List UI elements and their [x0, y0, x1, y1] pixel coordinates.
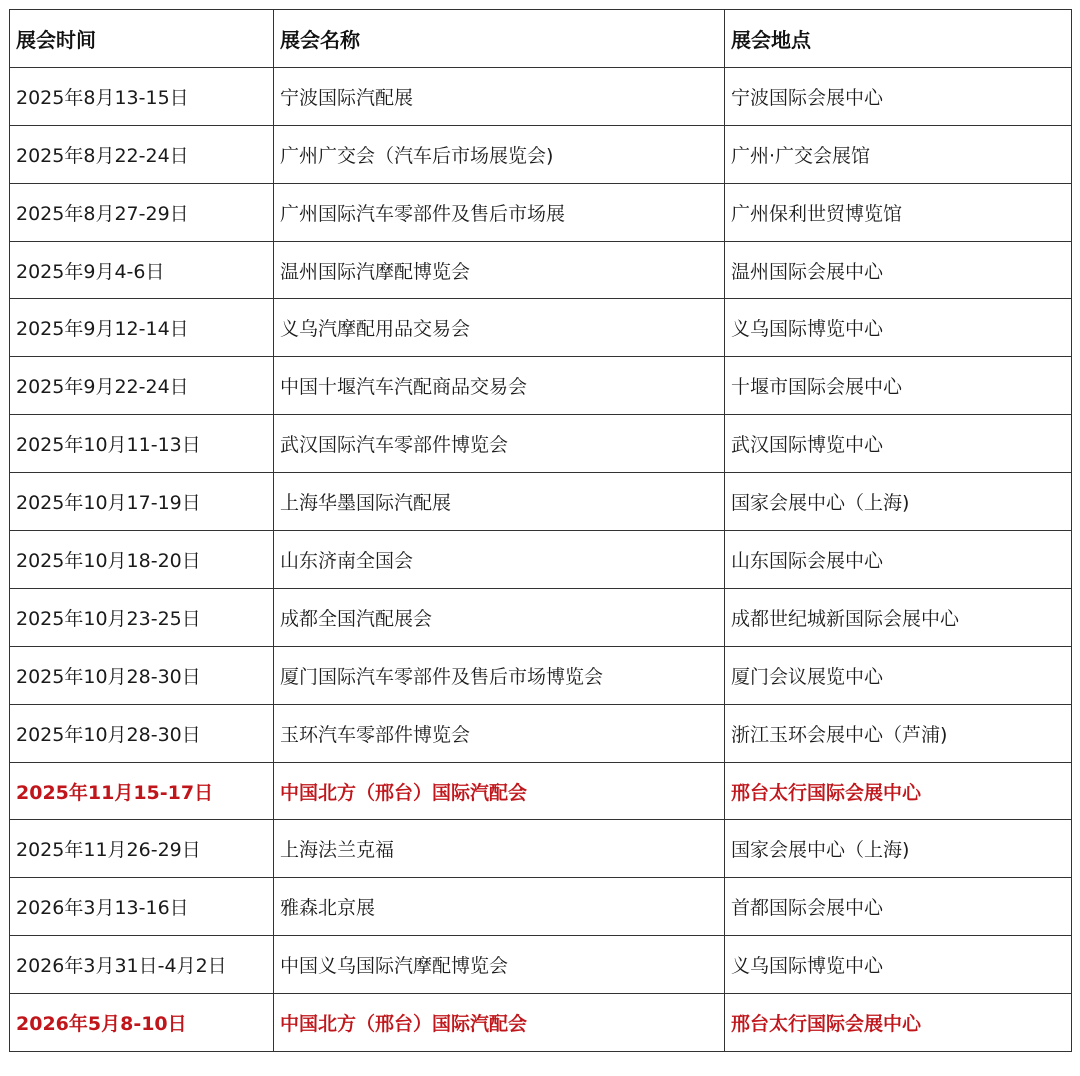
exhibition-date-cell: 2025年9月4-6日	[10, 241, 274, 299]
table-row	[10, 67, 1072, 125]
exhibition-name-cell: 义乌汽摩配用品交易会	[274, 299, 725, 357]
exhibition-name-cell: 上海法兰克福	[274, 820, 725, 878]
exhibition-date-cell: 2025年10月28-30日	[10, 704, 274, 762]
exhibition-date-cell: 2025年8月13-15日	[10, 67, 274, 125]
exhibition-date-cell: 2025年10月17-19日	[10, 473, 274, 531]
table-row	[10, 994, 1072, 1052]
header-venue: 展会地点	[725, 10, 1072, 68]
exhibition-venue-cell: 邢台太行国际会展中心	[725, 762, 1072, 820]
exhibition-date-cell: 2026年5月8-10日	[10, 994, 274, 1052]
table-row	[10, 936, 1072, 994]
table-row	[10, 878, 1072, 936]
table-row	[10, 473, 1072, 531]
table-row	[10, 531, 1072, 589]
exhibition-venue-cell: 十堰市国际会展中心	[725, 357, 1072, 415]
exhibition-name-cell: 成都全国汽配展会	[274, 588, 725, 646]
table-row	[10, 762, 1072, 820]
exhibition-venue-cell: 温州国际会展中心	[725, 241, 1072, 299]
exhibition-name-cell: 中国十堰汽车汽配商品交易会	[274, 357, 725, 415]
table-row	[10, 241, 1072, 299]
exhibition-date-cell: 2025年8月27-29日	[10, 183, 274, 241]
exhibition-venue-cell: 义乌国际博览中心	[725, 936, 1072, 994]
table-header-row	[10, 10, 1072, 68]
header-date: 展会时间	[10, 10, 274, 68]
table-row	[10, 820, 1072, 878]
exhibition-venue-cell: 广州·广交会展馆	[725, 125, 1072, 183]
table-row	[10, 299, 1072, 357]
exhibition-venue-cell: 国家会展中心（上海)	[725, 473, 1072, 531]
exhibition-date-cell: 2026年3月13-16日	[10, 878, 274, 936]
exhibition-venue-cell: 首都国际会展中心	[725, 878, 1072, 936]
exhibition-venue-cell: 国家会展中心（上海)	[725, 820, 1072, 878]
exhibition-date-cell: 2025年11月26-29日	[10, 820, 274, 878]
exhibition-date-cell: 2025年10月28-30日	[10, 646, 274, 704]
exhibition-date-cell: 2026年3月31日-4月2日	[10, 936, 274, 994]
exhibition-name-cell: 厦门国际汽车零部件及售后市场博览会	[274, 646, 725, 704]
table-row	[10, 588, 1072, 646]
table-row	[10, 183, 1072, 241]
exhibition-date-cell: 2025年9月12-14日	[10, 299, 274, 357]
exhibition-name-cell: 武汉国际汽车零部件博览会	[274, 415, 725, 473]
exhibition-name-cell: 中国义乌国际汽摩配博览会	[274, 936, 725, 994]
exhibition-venue-cell: 成都世纪城新国际会展中心	[725, 588, 1072, 646]
table-row	[10, 125, 1072, 183]
exhibition-name-cell: 广州广交会（汽车后市场展览会)	[274, 125, 725, 183]
exhibition-schedule-table	[9, 9, 1072, 1052]
exhibition-name-cell: 山东济南全国会	[274, 531, 725, 589]
exhibition-date-cell: 2025年11月15-17日	[10, 762, 274, 820]
exhibition-venue-cell: 厦门会议展览中心	[725, 646, 1072, 704]
exhibition-date-cell: 2025年8月22-24日	[10, 125, 274, 183]
exhibition-name-cell: 雅森北京展	[274, 878, 725, 936]
table-row	[10, 646, 1072, 704]
exhibition-date-cell: 2025年10月11-13日	[10, 415, 274, 473]
exhibition-name-cell: 玉环汽车零部件博览会	[274, 704, 725, 762]
exhibition-venue-cell: 浙江玉环会展中心（芦浦)	[725, 704, 1072, 762]
exhibition-venue-cell: 宁波国际会展中心	[725, 67, 1072, 125]
exhibition-venue-cell: 邢台太行国际会展中心	[725, 994, 1072, 1052]
table-row	[10, 704, 1072, 762]
exhibition-name-cell: 广州国际汽车零部件及售后市场展	[274, 183, 725, 241]
exhibition-venue-cell: 山东国际会展中心	[725, 531, 1072, 589]
table-row	[10, 415, 1072, 473]
exhibition-name-cell: 中国北方（邢台）国际汽配会	[274, 762, 725, 820]
table-row	[10, 357, 1072, 415]
header-name: 展会名称	[274, 10, 725, 68]
exhibition-date-cell: 2025年10月18-20日	[10, 531, 274, 589]
exhibition-name-cell: 上海华墨国际汽配展	[274, 473, 725, 531]
exhibition-name-cell: 温州国际汽摩配博览会	[274, 241, 725, 299]
exhibition-venue-cell: 武汉国际博览中心	[725, 415, 1072, 473]
exhibition-date-cell: 2025年10月23-25日	[10, 588, 274, 646]
exhibition-venue-cell: 义乌国际博览中心	[725, 299, 1072, 357]
exhibition-venue-cell: 广州保利世贸博览馆	[725, 183, 1072, 241]
exhibition-name-cell: 中国北方（邢台）国际汽配会	[274, 994, 725, 1052]
exhibition-date-cell: 2025年9月22-24日	[10, 357, 274, 415]
exhibition-name-cell: 宁波国际汽配展	[274, 67, 725, 125]
